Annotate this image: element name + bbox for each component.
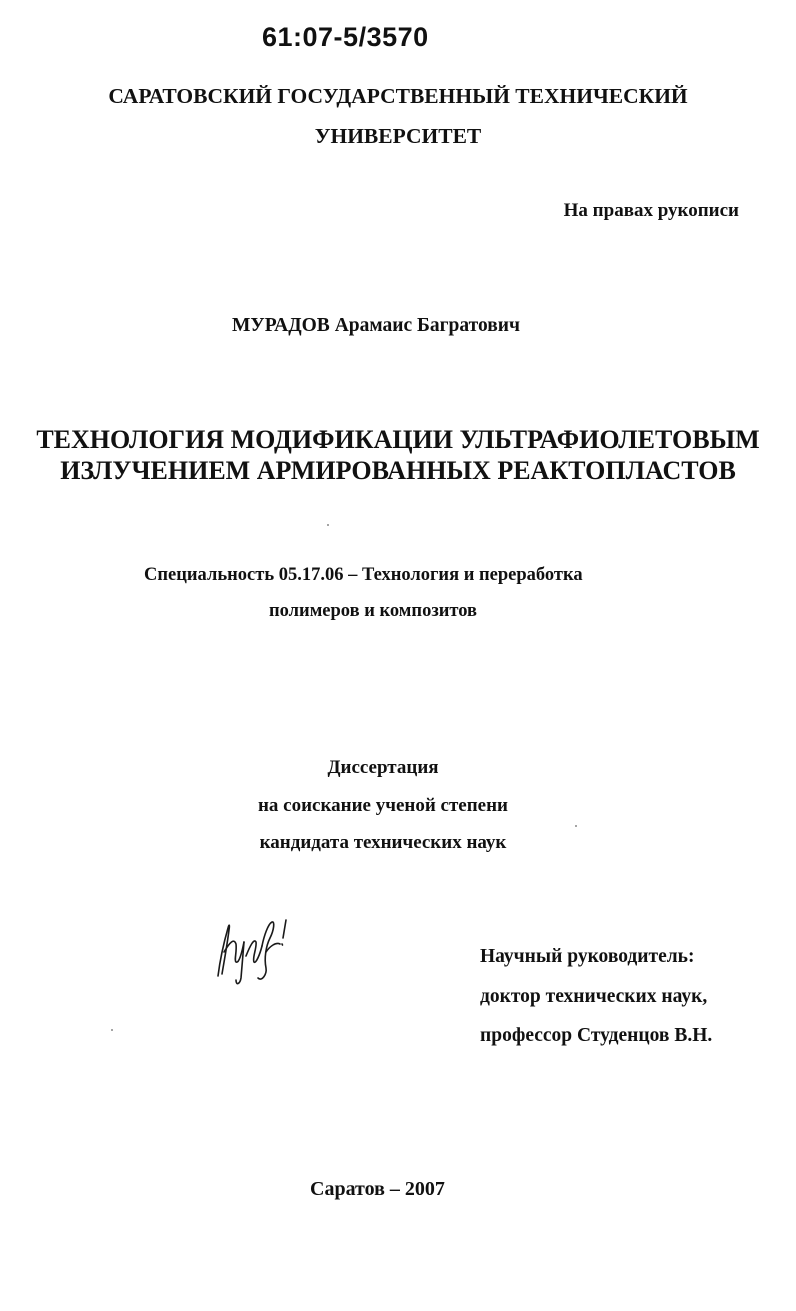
- degree-line2: на соискание ученой степени: [257, 795, 508, 816]
- specialty-line1: Специальность 05.17.06 – Технология и переработка: [144, 565, 583, 585]
- rights-note: На правах рукописи: [563, 200, 739, 221]
- specialty-line2: полимеров и композитов: [269, 601, 478, 621]
- scan-speck: [111, 1029, 113, 1031]
- university-name-line2: УНИВЕРСИТЕТ: [314, 124, 482, 148]
- advisor-line2: доктор технических наук,: [480, 986, 708, 1007]
- city-year: Саратов – 2007: [310, 1178, 445, 1200]
- archive-code: 61:07-5/3570: [262, 22, 429, 52]
- scan-speck: [575, 825, 577, 827]
- author-given-names: Арамаис Багратович: [334, 315, 520, 336]
- degree-line1: Диссертация: [327, 757, 439, 778]
- author-surname: МУРАДОВ: [232, 315, 330, 336]
- advisor-line3: профессор Студенцов В.Н.: [480, 1025, 713, 1046]
- scan-speck: [327, 524, 329, 526]
- handwritten-signature-icon: [206, 912, 298, 992]
- author-name: [232, 315, 520, 337]
- thesis-title-line2: ИЗЛУЧЕНИЕМ АРМИРОВАННЫХ РЕАКТОПЛАСТОВ: [60, 456, 736, 485]
- thesis-title-line1: ТЕХНОЛОГИЯ МОДИФИКАЦИИ УЛЬТРАФИОЛЕТОВЫМ: [36, 425, 760, 454]
- advisor-line1: Научный руководитель:: [480, 946, 695, 967]
- university-name-line1: САРАТОВСКИЙ ГОСУДАРСТВЕННЫЙ ТЕХНИЧЕСКИЙ: [108, 84, 688, 108]
- degree-line3: кандидата технических наук: [259, 832, 507, 853]
